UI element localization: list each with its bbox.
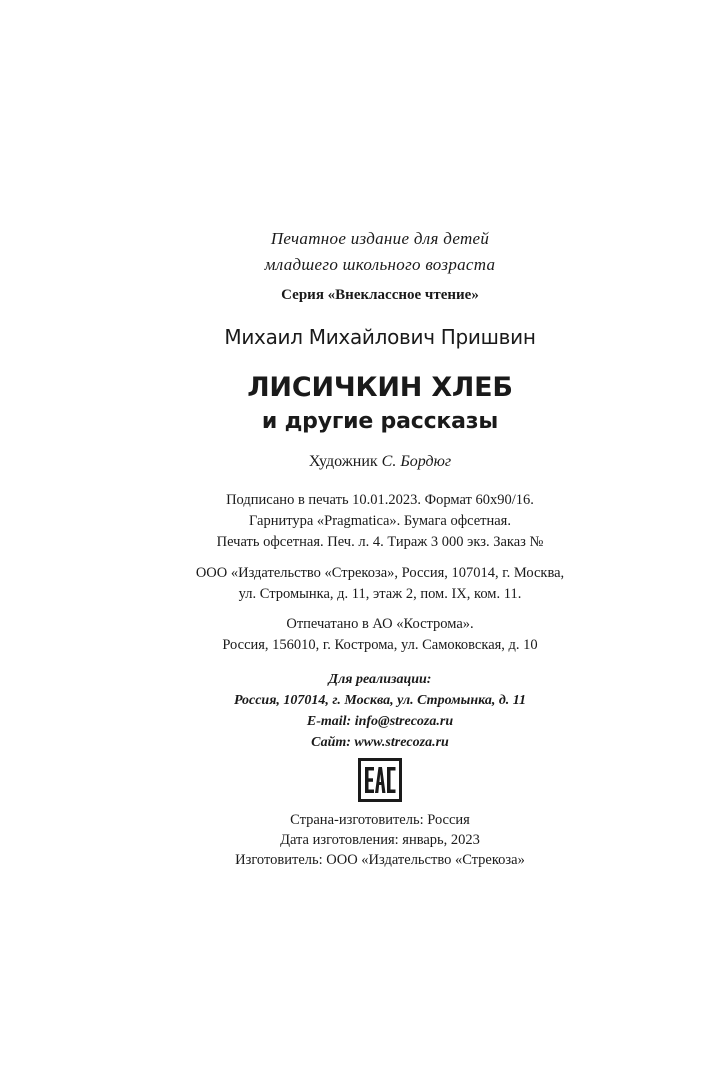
eac-mark-icon <box>358 758 402 802</box>
printer-line: Россия, 156010, г. Кострома, ул. Самоковская, д. 10 <box>222 637 538 653</box>
publisher-line: ООО «Издательство «Стрекоза», Россия, 107014, г. Москва, <box>195 565 565 581</box>
sales-email: E-mail: info@strecoza.ru <box>306 714 454 729</box>
manufacturer-date: Дата изготовления: январь, 2023 <box>280 832 480 848</box>
book-title: ЛИСИЧКИН ХЛЕБ <box>247 372 513 403</box>
audience-line: Печатное издание для детей <box>270 229 490 248</box>
publisher-line: ул. Стромынка, д. 11, этаж 2, пом. IX, ком. 11. <box>238 586 522 602</box>
print-info-line: Гарнитура «Pragmatica». Бумага офсетная. <box>249 513 511 529</box>
printer-info <box>0 614 720 656</box>
sales-website: Сайт: www.strecoza.ru <box>311 735 449 750</box>
print-info-line: Печать офсетная. Печ. л. 4. Тираж 3 000 экз. Заказ № <box>216 534 544 550</box>
audience-line: младшего школьного возраста <box>264 255 496 274</box>
sales-heading: Для реализации: <box>328 672 432 687</box>
manufacturer-name: Изготовитель: ООО «Издательство «Стрекоза» <box>235 852 525 868</box>
illustrator-name: С. Бордюг <box>381 453 452 470</box>
audience-note <box>0 226 720 278</box>
printer-line: Отпечатано в АО «Кострома». <box>286 616 474 632</box>
series-name: Серия «Внеклассное чтение» <box>281 287 479 303</box>
print-info <box>0 490 720 553</box>
sales-address: Россия, 107014, г. Москва, ул. Стромынка, д. 11 <box>233 693 527 708</box>
sales-contacts <box>0 669 720 753</box>
book-subtitle: и другие рассказы <box>261 409 499 434</box>
manufacturer-info <box>0 810 720 870</box>
manufacturer-country: Страна-изготовитель: Россия <box>290 812 470 828</box>
author-name: Михаил Михайлович Пришвин <box>224 325 536 349</box>
illustrator-credit <box>0 453 720 471</box>
print-info-line: Подписано в печать 10.01.2023. Формат 60х90/16. <box>226 492 534 508</box>
publisher-address <box>0 563 720 605</box>
illustrator-label: Художник <box>308 453 378 470</box>
